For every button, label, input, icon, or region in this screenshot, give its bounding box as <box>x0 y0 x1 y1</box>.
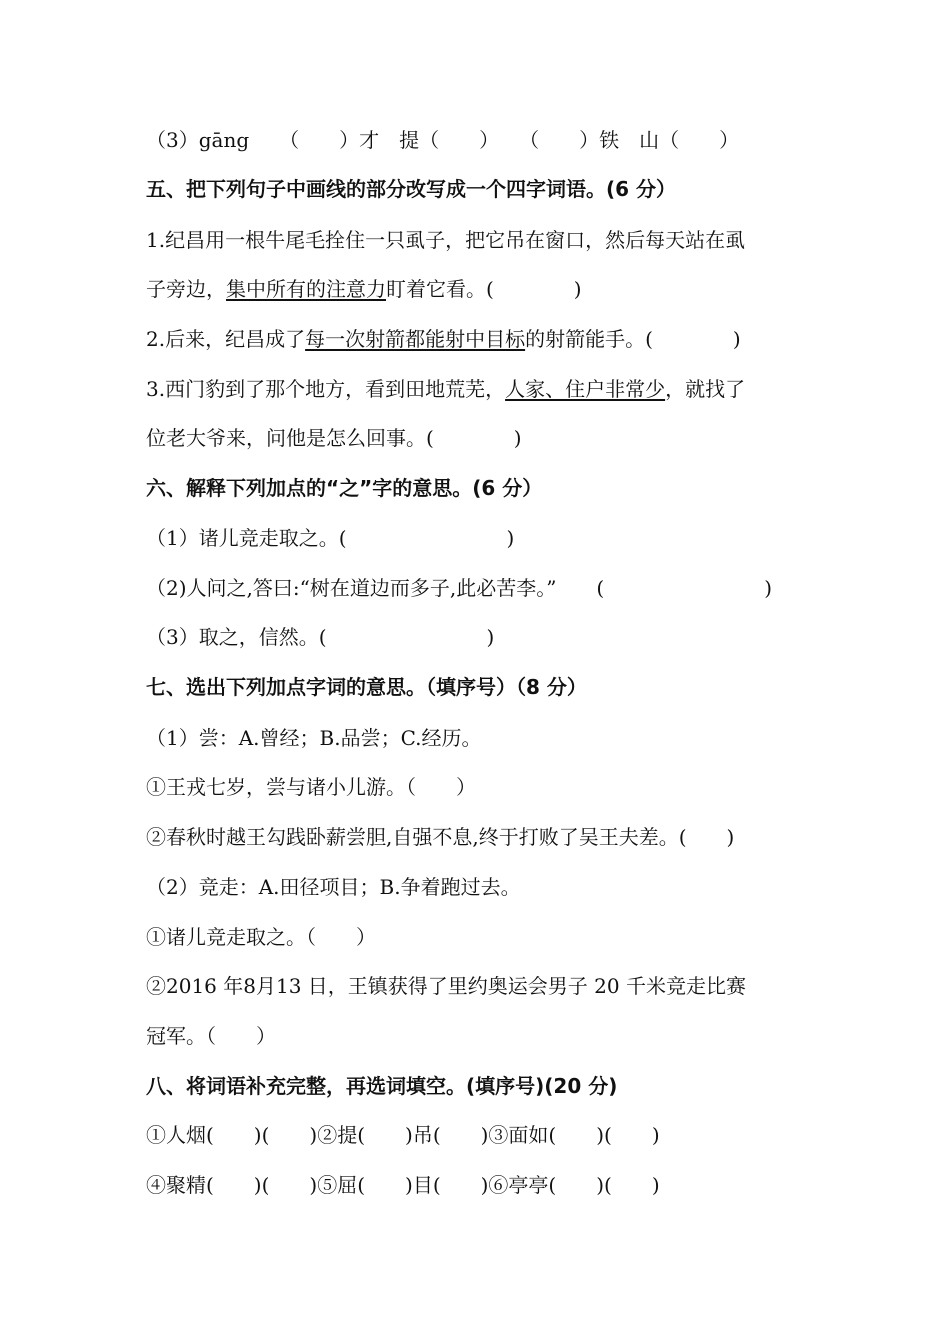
underlined-phrase: 集中所有的注意力 <box>226 277 386 301</box>
s6-item-1: （1）诸儿竞走取之。( ) <box>146 526 515 550</box>
s5-item-1-line-1: 1.纪昌用一根牛尾毛拴住一只虱子，把它吊在窗口，然后每天站在虱 <box>146 228 746 252</box>
s8-words-row-2: ④聚精( )( )⑤屈( )目( )⑥亭亭( )( ) <box>146 1173 660 1197</box>
s7-item-2-b-line-1: ②2016 年8月13 日，王镇获得了里约奥运会男子 20 千米竞走比赛 <box>146 974 746 998</box>
s7-item-2-a: ①诸儿竞走取之。（ ） <box>146 925 376 949</box>
s5-item-2 <box>146 324 910 354</box>
text: 的射箭能手。( ) <box>525 327 741 351</box>
s6-item-2: （2)人问之,答曰:“树在道边而多子,此必苦李。” ( ) <box>146 576 773 600</box>
s6-item-3: （3）取之，信然。( ) <box>146 625 495 649</box>
text: 3.西门豹到了那个地方，看到田地荒芜， <box>146 377 506 401</box>
text: 2.后来，纪昌成了 <box>146 327 306 351</box>
s7-item-1-options: （1）尝：A.曾经；B.品尝；C.经历。 <box>146 726 482 750</box>
s5-item-3-line-1 <box>146 374 910 404</box>
s7-item-2-options: （2）竞走：A.田径项目；B.争着跑过去。 <box>146 875 521 899</box>
s7-item-1-a: ①王戎七岁，尝与诸小儿游。（ ） <box>146 775 476 799</box>
section-7-heading: 七、选出下列加点字词的意思。（填序号）（8 分） <box>146 675 587 699</box>
s5-item-3-line-2: 位老大爷来，问他是怎么回事。( ) <box>146 426 522 450</box>
section-8-heading: 八、将词语补充完整，再选词填空。(填序号)(20 分) <box>146 1074 618 1098</box>
s8-words-row-1: ①人烟( )( )②提( )吊( )③面如( )( ) <box>146 1123 660 1147</box>
s7-item-2-b-line-2: 冠军。（ ） <box>146 1024 276 1048</box>
s5-item-1-line-2 <box>146 274 910 304</box>
underlined-phrase: 人家、住户非常少 <box>505 377 666 401</box>
q4-item-3: （3）gāng （ ）才 提（ ） （ ）铁 山（ ） <box>146 128 740 152</box>
section-5-heading: 五、把下列句子中画线的部分改写成一个四字词语。(6 分） <box>146 177 677 201</box>
text: 盯着它看。( ) <box>386 277 582 301</box>
text: 子旁边， <box>146 277 226 301</box>
s7-item-1-b: ②春秋时越王勾践卧薪尝胆,自强不息,终于打败了吴王夫差。( ) <box>146 825 735 849</box>
underlined-phrase: 每一次射箭都能射中目标 <box>305 327 526 351</box>
section-6-heading: 六、解释下列加点的“之”字的意思。(6 分） <box>146 476 543 500</box>
text: ，就找了 <box>665 377 746 401</box>
